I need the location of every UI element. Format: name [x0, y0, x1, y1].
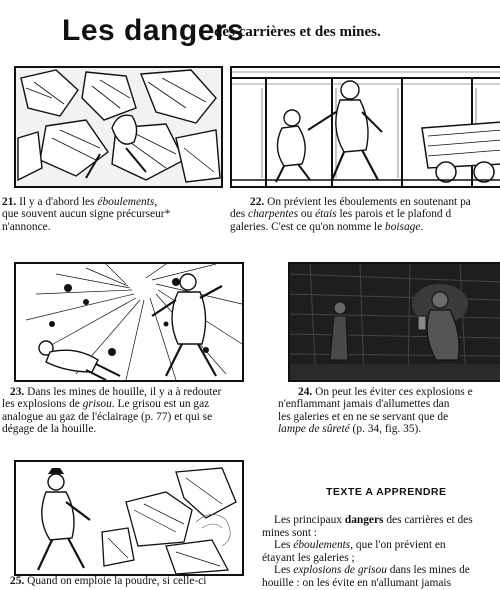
caption-number: 24.	[298, 386, 313, 398]
italic-run: charpentes	[248, 208, 299, 221]
text-run: dégage de la houille.	[2, 423, 97, 436]
learn-text	[262, 514, 473, 590]
text-run: n'enflammant jamais d'allumettes dan	[278, 398, 450, 411]
caption-line	[2, 575, 206, 587]
text-run: des carrières et des	[383, 514, 473, 526]
caption-line	[2, 386, 221, 398]
learn-line	[262, 527, 473, 540]
italic-run: lampe de sûreté	[278, 423, 350, 436]
text-run: dans les mines de	[386, 564, 470, 577]
caption-number: 25.	[10, 575, 25, 587]
italic-run: boisage	[385, 220, 421, 233]
caption-line	[278, 398, 473, 410]
text-run: (p. 34, fig. 35).	[349, 423, 422, 436]
caption-line	[278, 423, 473, 435]
text-run: . Le grisou est un gaz	[111, 398, 210, 411]
caption-text	[19, 196, 157, 208]
caption-line	[2, 411, 221, 423]
text-run: ,	[154, 196, 158, 208]
italic-run: grisou	[82, 398, 112, 411]
text-run: .	[420, 220, 424, 233]
learn-heading: TEXTE A APPRENDRE	[326, 486, 447, 498]
text-run: Les	[274, 564, 294, 577]
text-run: n'annonce.	[2, 220, 51, 233]
caption-line	[230, 196, 471, 208]
illustration-rockfall	[14, 66, 223, 188]
text-run: analogue au gaz de l'éclairage (p. 77) et qui se	[2, 410, 213, 423]
text-run: Quand on emploie la poudre, si celle-ci	[27, 575, 207, 587]
caption-line	[2, 208, 170, 220]
caption-text	[27, 386, 221, 398]
italic-run: étais	[315, 208, 337, 221]
text-run: galeries. C'est ce qu'on nomme le	[230, 220, 385, 233]
text-run: les explosions de	[2, 398, 83, 411]
caption-line	[2, 398, 221, 410]
learn-line	[262, 564, 473, 577]
italic-run: éboulements	[293, 539, 351, 552]
caption-text	[27, 575, 206, 587]
learn-line	[262, 577, 473, 590]
caption-24	[278, 386, 473, 436]
text-run: mines sont :	[262, 526, 318, 539]
caption-text	[267, 196, 471, 208]
caption-number: 22.	[250, 196, 265, 208]
powder-blast-drawing	[16, 462, 242, 574]
illustration-firedamp-explosion	[14, 262, 244, 382]
text-run: Les	[274, 539, 294, 552]
text-run: des	[230, 208, 249, 221]
text-run: On peut les éviter ces explosions e	[315, 386, 473, 398]
text-run: Dans les mines de houille, il y a à redouter	[27, 386, 222, 398]
safety-lamp-drawing	[290, 264, 500, 380]
caption-line	[2, 196, 170, 208]
explosion-drawing	[16, 264, 242, 380]
text-run: les galeries et en ne se servant que de	[278, 410, 449, 423]
text-run: , que l'on prévient en	[350, 539, 446, 552]
text-run: houille : on les évite en n'allumant jamais	[262, 576, 452, 589]
caption-number: 21.	[2, 196, 17, 208]
text-run: que souvent aucun signe précurseur	[2, 208, 165, 221]
text-run: Il y a d'abord les	[19, 196, 98, 208]
text-run: *	[164, 208, 171, 221]
text-run: étayant les galeries ;	[262, 551, 355, 564]
page-subtitle: des carrières et des mines.	[214, 24, 381, 40]
caption-line	[278, 386, 473, 398]
caption-line	[2, 423, 221, 435]
caption-22	[230, 196, 471, 233]
caption-line	[278, 411, 473, 423]
bold-run: dangers	[344, 514, 384, 526]
learn-line	[262, 539, 473, 552]
caption-21	[2, 196, 170, 233]
caption-line	[230, 221, 471, 233]
text-run: ou	[298, 208, 316, 221]
caption-25	[2, 575, 206, 587]
italic-run: explosions de grisou	[293, 564, 387, 577]
rockfall-drawing	[16, 68, 221, 186]
caption-23	[2, 386, 221, 436]
learn-line	[262, 514, 473, 527]
text-run: les parois et le plafond d	[336, 208, 452, 221]
caption-line	[230, 208, 471, 220]
illustration-powder-blast	[14, 460, 244, 576]
text-run: On prévient les éboulements en soutenant pa	[267, 196, 471, 208]
italic-run: éboulements	[97, 196, 155, 208]
timbering-drawing	[232, 68, 500, 186]
caption-line	[2, 221, 170, 233]
caption-number: 23.	[10, 386, 25, 398]
text-run: Les principaux	[274, 514, 345, 526]
illustration-safety-lamp	[288, 262, 500, 382]
caption-text	[315, 386, 473, 398]
page-title: Les dangers	[62, 14, 245, 47]
illustration-timbering	[230, 66, 500, 188]
learn-line	[262, 552, 473, 565]
